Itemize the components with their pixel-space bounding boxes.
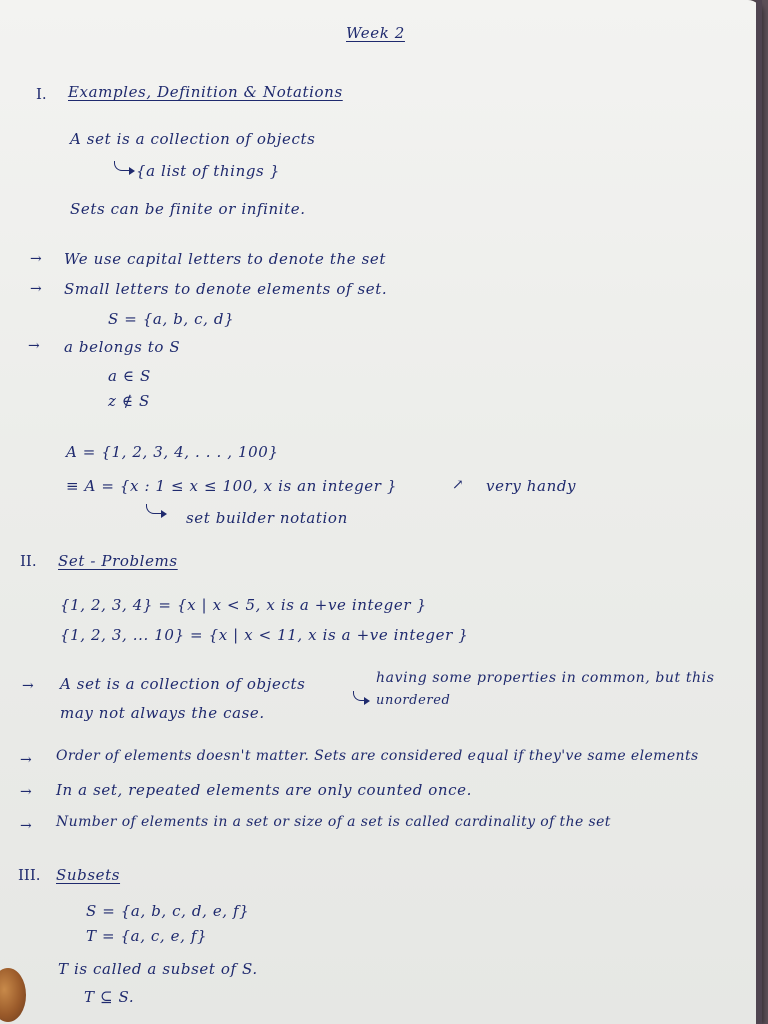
bullet-arrow-icon: → xyxy=(30,251,42,267)
annotation: set builder notation xyxy=(186,509,348,527)
page-title: Week 2 xyxy=(346,24,405,42)
bullet-arrow-icon: → xyxy=(20,752,32,768)
note-line: may not always the case. xyxy=(60,704,265,722)
math-line: S = {a, b, c, d} xyxy=(108,310,235,328)
note-line: Number of elements in a set or size of a set is called cardinality of the set xyxy=(56,814,611,830)
math-line: ≡ A = {x : 1 ≤ x ≤ 100, x is an integer } xyxy=(66,477,398,495)
math-line: T = {a, c, e, f} xyxy=(86,927,208,945)
annotation: very handy xyxy=(486,477,577,495)
section-1-numeral: I. xyxy=(36,85,47,103)
note-line: In a set, repeated elements are only counted once. xyxy=(56,781,473,799)
curved-arrow-icon xyxy=(353,691,366,701)
note-line: A set is a collection of objects xyxy=(60,675,306,693)
section-2-heading: Set - Problems xyxy=(58,552,178,570)
bullet-arrow-icon: → xyxy=(20,784,32,800)
math-line: {1, 2, 3, ... 10} = {x | x < 11, x is a +ve integer } xyxy=(60,626,469,644)
section-2-numeral: II. xyxy=(20,552,37,570)
arrow-icon: ↗ xyxy=(452,477,464,493)
bullet-arrow-icon: → xyxy=(22,678,34,694)
note-line: We use capital letters to denote the set xyxy=(64,250,386,268)
bullet-arrow-icon: → xyxy=(20,818,32,834)
bullet-arrow-icon: → xyxy=(30,281,42,297)
note-line: a belongs to S xyxy=(64,338,181,356)
math-line: {1, 2, 3, 4} = {x | x < 5, x is a +ve integer } xyxy=(60,596,427,614)
bullet-arrow-icon: → xyxy=(28,338,40,354)
note-line: Small letters to denote elements of set. xyxy=(64,280,388,298)
curved-arrow-icon xyxy=(146,504,163,514)
math-line: z ∉ S xyxy=(108,392,150,410)
page-edge-shadow xyxy=(756,0,762,1024)
section-3-heading: Subsets xyxy=(56,866,121,884)
math-line: a ∈ S xyxy=(108,367,151,385)
math-line: T ⊆ S. xyxy=(84,988,135,1006)
note-line: Sets can be finite or infinite. xyxy=(70,200,306,218)
note-line: Order of elements doesn't matter. Sets are considered equal if they've same elements xyxy=(56,748,699,764)
math-line: A = {1, 2, 3, 4, . . . , 100} xyxy=(66,443,279,461)
note-line: A set is a collection of objects xyxy=(70,130,316,148)
note-line: {a list of things } xyxy=(136,162,280,180)
annotation: unordered xyxy=(376,693,451,708)
math-line: S = {a, b, c, d, e, f} xyxy=(86,902,250,920)
note-line: having some properties in common, but this xyxy=(376,670,715,686)
section-1-heading: Examples, Definition & Notations xyxy=(68,83,343,101)
section-3-numeral: III. xyxy=(18,866,41,884)
note-line: T is called a subset of S. xyxy=(58,960,258,978)
curved-arrow-icon xyxy=(114,161,131,171)
